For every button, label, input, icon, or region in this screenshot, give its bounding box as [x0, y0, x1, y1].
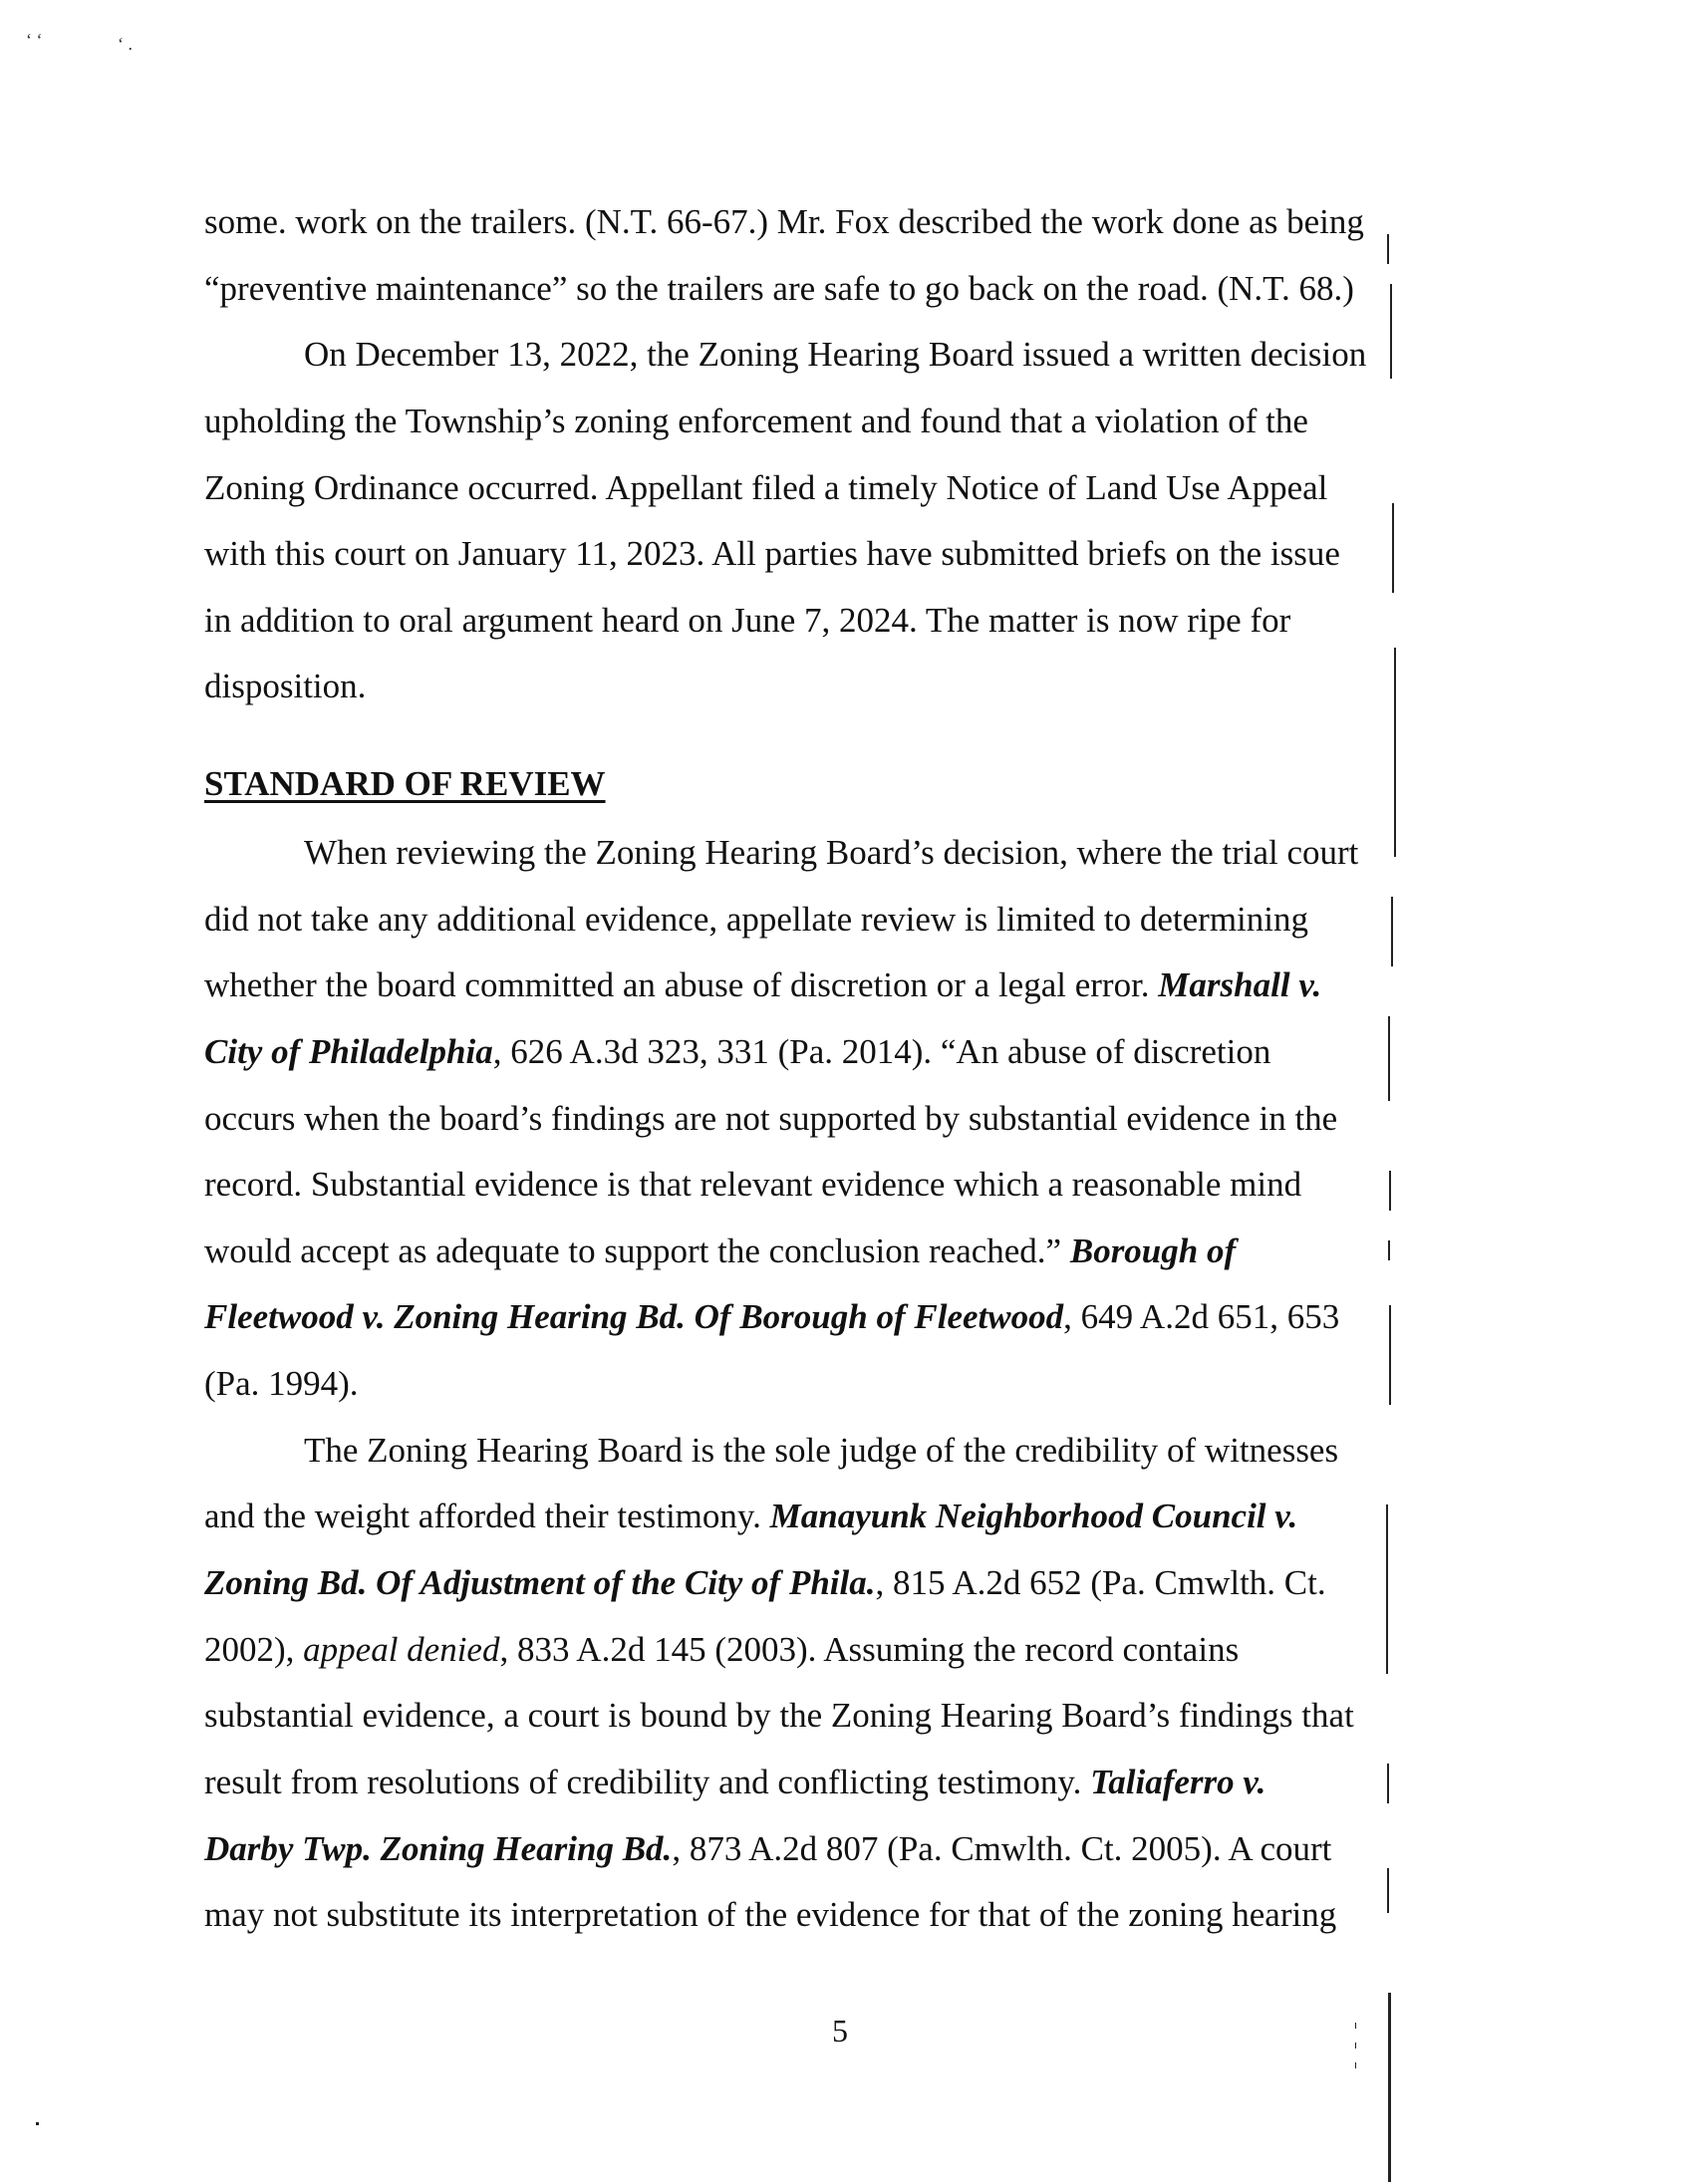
case-citation: City of Philadelphia: [204, 1032, 493, 1071]
body-line: [204, 1763, 1265, 1802]
scan-artifact-line: [1391, 897, 1393, 966]
scan-artifact-line: [1388, 1993, 1391, 2182]
case-citation: Taliaferro v.: [1090, 1763, 1266, 1801]
scan-artifact-line: [1388, 1240, 1390, 1260]
body-line: [204, 667, 366, 706]
body-line: [204, 1696, 1354, 1736]
text-run: , 815 A.2d 652 (Pa. Cmwlth. Ct.: [875, 1563, 1326, 1602]
text-run: and the weight afforded their testimony.: [204, 1497, 770, 1535]
body-line: [204, 1895, 1336, 1935]
text-run: whether the board committed an abuse of discretion or a legal error.: [204, 965, 1159, 1004]
case-history: appeal denied: [303, 1630, 500, 1669]
scan-speck: ‘ ‘: [26, 30, 43, 50]
body-line: [204, 1032, 1270, 1072]
body-line: [204, 202, 1364, 242]
text-run: may not substitute its interpretation of the evidence for that of the zoning hearing: [204, 1895, 1337, 1934]
body-line: [204, 1297, 1339, 1337]
section-heading: STANDARD OF REVIEW: [204, 764, 606, 803]
text-run: some: [204, 202, 278, 241]
scan-speck: [1355, 2062, 1356, 2068]
text-run: , 833 A.2d 145 (2003). Assuming the record contains: [499, 1630, 1240, 1669]
body-line: [204, 1099, 1337, 1139]
scan-speck: [36, 2122, 39, 2125]
scan-artifact-line: [1387, 1764, 1389, 1803]
text-run: substantial evidence, a court is bound by the Zoning Hearing Board’s findings that: [204, 1696, 1354, 1735]
text-run: (Pa. 1994).: [204, 1364, 359, 1403]
case-citation: Fleetwood v. Zoning Hearing Bd. Of Borough of Fleetwood: [204, 1297, 1064, 1336]
scan-speck: ‘ .: [118, 34, 133, 54]
scan-artifact-line: [1392, 503, 1394, 593]
case-citation: Marshall v.: [1158, 965, 1322, 1004]
text-run: work on the trailers. (N.T. 66-67.) Mr. Fox described the work done as being: [286, 202, 1364, 241]
case-citation: Zoning Bd. Of Adjustment of the City of Phila.: [204, 1563, 876, 1602]
body-line: [204, 1165, 1301, 1205]
scan-artifact-line: [1386, 1504, 1388, 1674]
text-run: , 649 A.2d 651, 653: [1063, 1297, 1340, 1336]
body-line: [304, 335, 1366, 375]
scan-artifact-line: [1389, 1171, 1391, 1211]
text-run: record. Substantial evidence is that relevant evidence which a reasonable mind: [204, 1165, 1302, 1204]
body-line: [204, 1497, 1297, 1536]
text-run: with this court on January 11, 2023. All parties have submitted briefs on the issue: [204, 534, 1340, 573]
text-run: “preventive maintenance” so the trailers are safe to go back on the road. (N.T. 68.): [204, 269, 1354, 308]
body-line: [204, 900, 1308, 940]
scan-artifact-line: [1387, 234, 1389, 264]
body-line: [204, 1829, 1331, 1869]
text-run: would accept as adequate to support the conclusion reached.”: [204, 1231, 1070, 1270]
text-run: disposition.: [204, 667, 367, 705]
case-citation: Manayunk Neighborhood Council v.: [769, 1497, 1298, 1535]
scan-artifact-line: [1387, 1868, 1389, 1913]
body-line: [204, 965, 1321, 1005]
scan-artifact-line: [1390, 284, 1392, 379]
text-run: occurs when the board’s findings are not supported by substantial evidence in the: [204, 1099, 1338, 1138]
text-run: in addition to oral argument heard on June 7, 2024. The matter is now ripe for: [204, 601, 1291, 640]
scan-speck: [1355, 2023, 1356, 2029]
text-run: 2002),: [204, 1630, 304, 1669]
page-number: 5: [832, 2013, 848, 2048]
scan-speck: [1355, 2043, 1356, 2048]
body-line: [204, 1563, 1326, 1603]
text-run: On December 13, 2022, the Zoning Hearing Board issued a written decision: [304, 335, 1367, 374]
body-line: [304, 1431, 1338, 1471]
case-citation: Borough of: [1069, 1231, 1237, 1270]
text-run: Zoning Ordinance occurred. Appellant filed a timely Notice of Land Use Appeal: [204, 468, 1328, 507]
case-citation: Darby Twp. Zoning Hearing Bd.: [204, 1829, 673, 1868]
text-run: , 626 A.3d 323, 331 (Pa. 2014). “An abuse of discretion: [492, 1032, 1271, 1071]
body-line: [204, 1630, 1239, 1670]
scan-artifact-line: [1388, 1016, 1390, 1101]
body-line: [204, 1231, 1236, 1271]
body-line: [204, 534, 1340, 574]
text-run: When reviewing the Zoning Hearing Board’s decision, where the trial court: [304, 833, 1359, 872]
body-line: [204, 601, 1290, 641]
scan-artifact-line: [1389, 1305, 1391, 1405]
body-line: [204, 468, 1327, 508]
text-run: did not take any additional evidence, appellate review is limited to determining: [204, 900, 1308, 939]
body-line: [304, 833, 1358, 873]
text-run: result from resolutions of credibility and conflicting testimony.: [204, 1763, 1091, 1801]
body-line: [204, 269, 1354, 309]
text-run: .: [277, 202, 287, 241]
text-run: upholding the Township’s zoning enforcement and found that a violation of the: [204, 402, 1308, 440]
body-line: [204, 1364, 359, 1404]
body-line: [204, 402, 1308, 441]
scan-artifact-line: [1394, 648, 1396, 857]
text-run: , 873 A.2d 807 (Pa. Cmwlth. Ct. 2005). A court: [672, 1829, 1332, 1868]
text-run: The Zoning Hearing Board is the sole judge of the credibility of witnesses: [304, 1431, 1339, 1470]
